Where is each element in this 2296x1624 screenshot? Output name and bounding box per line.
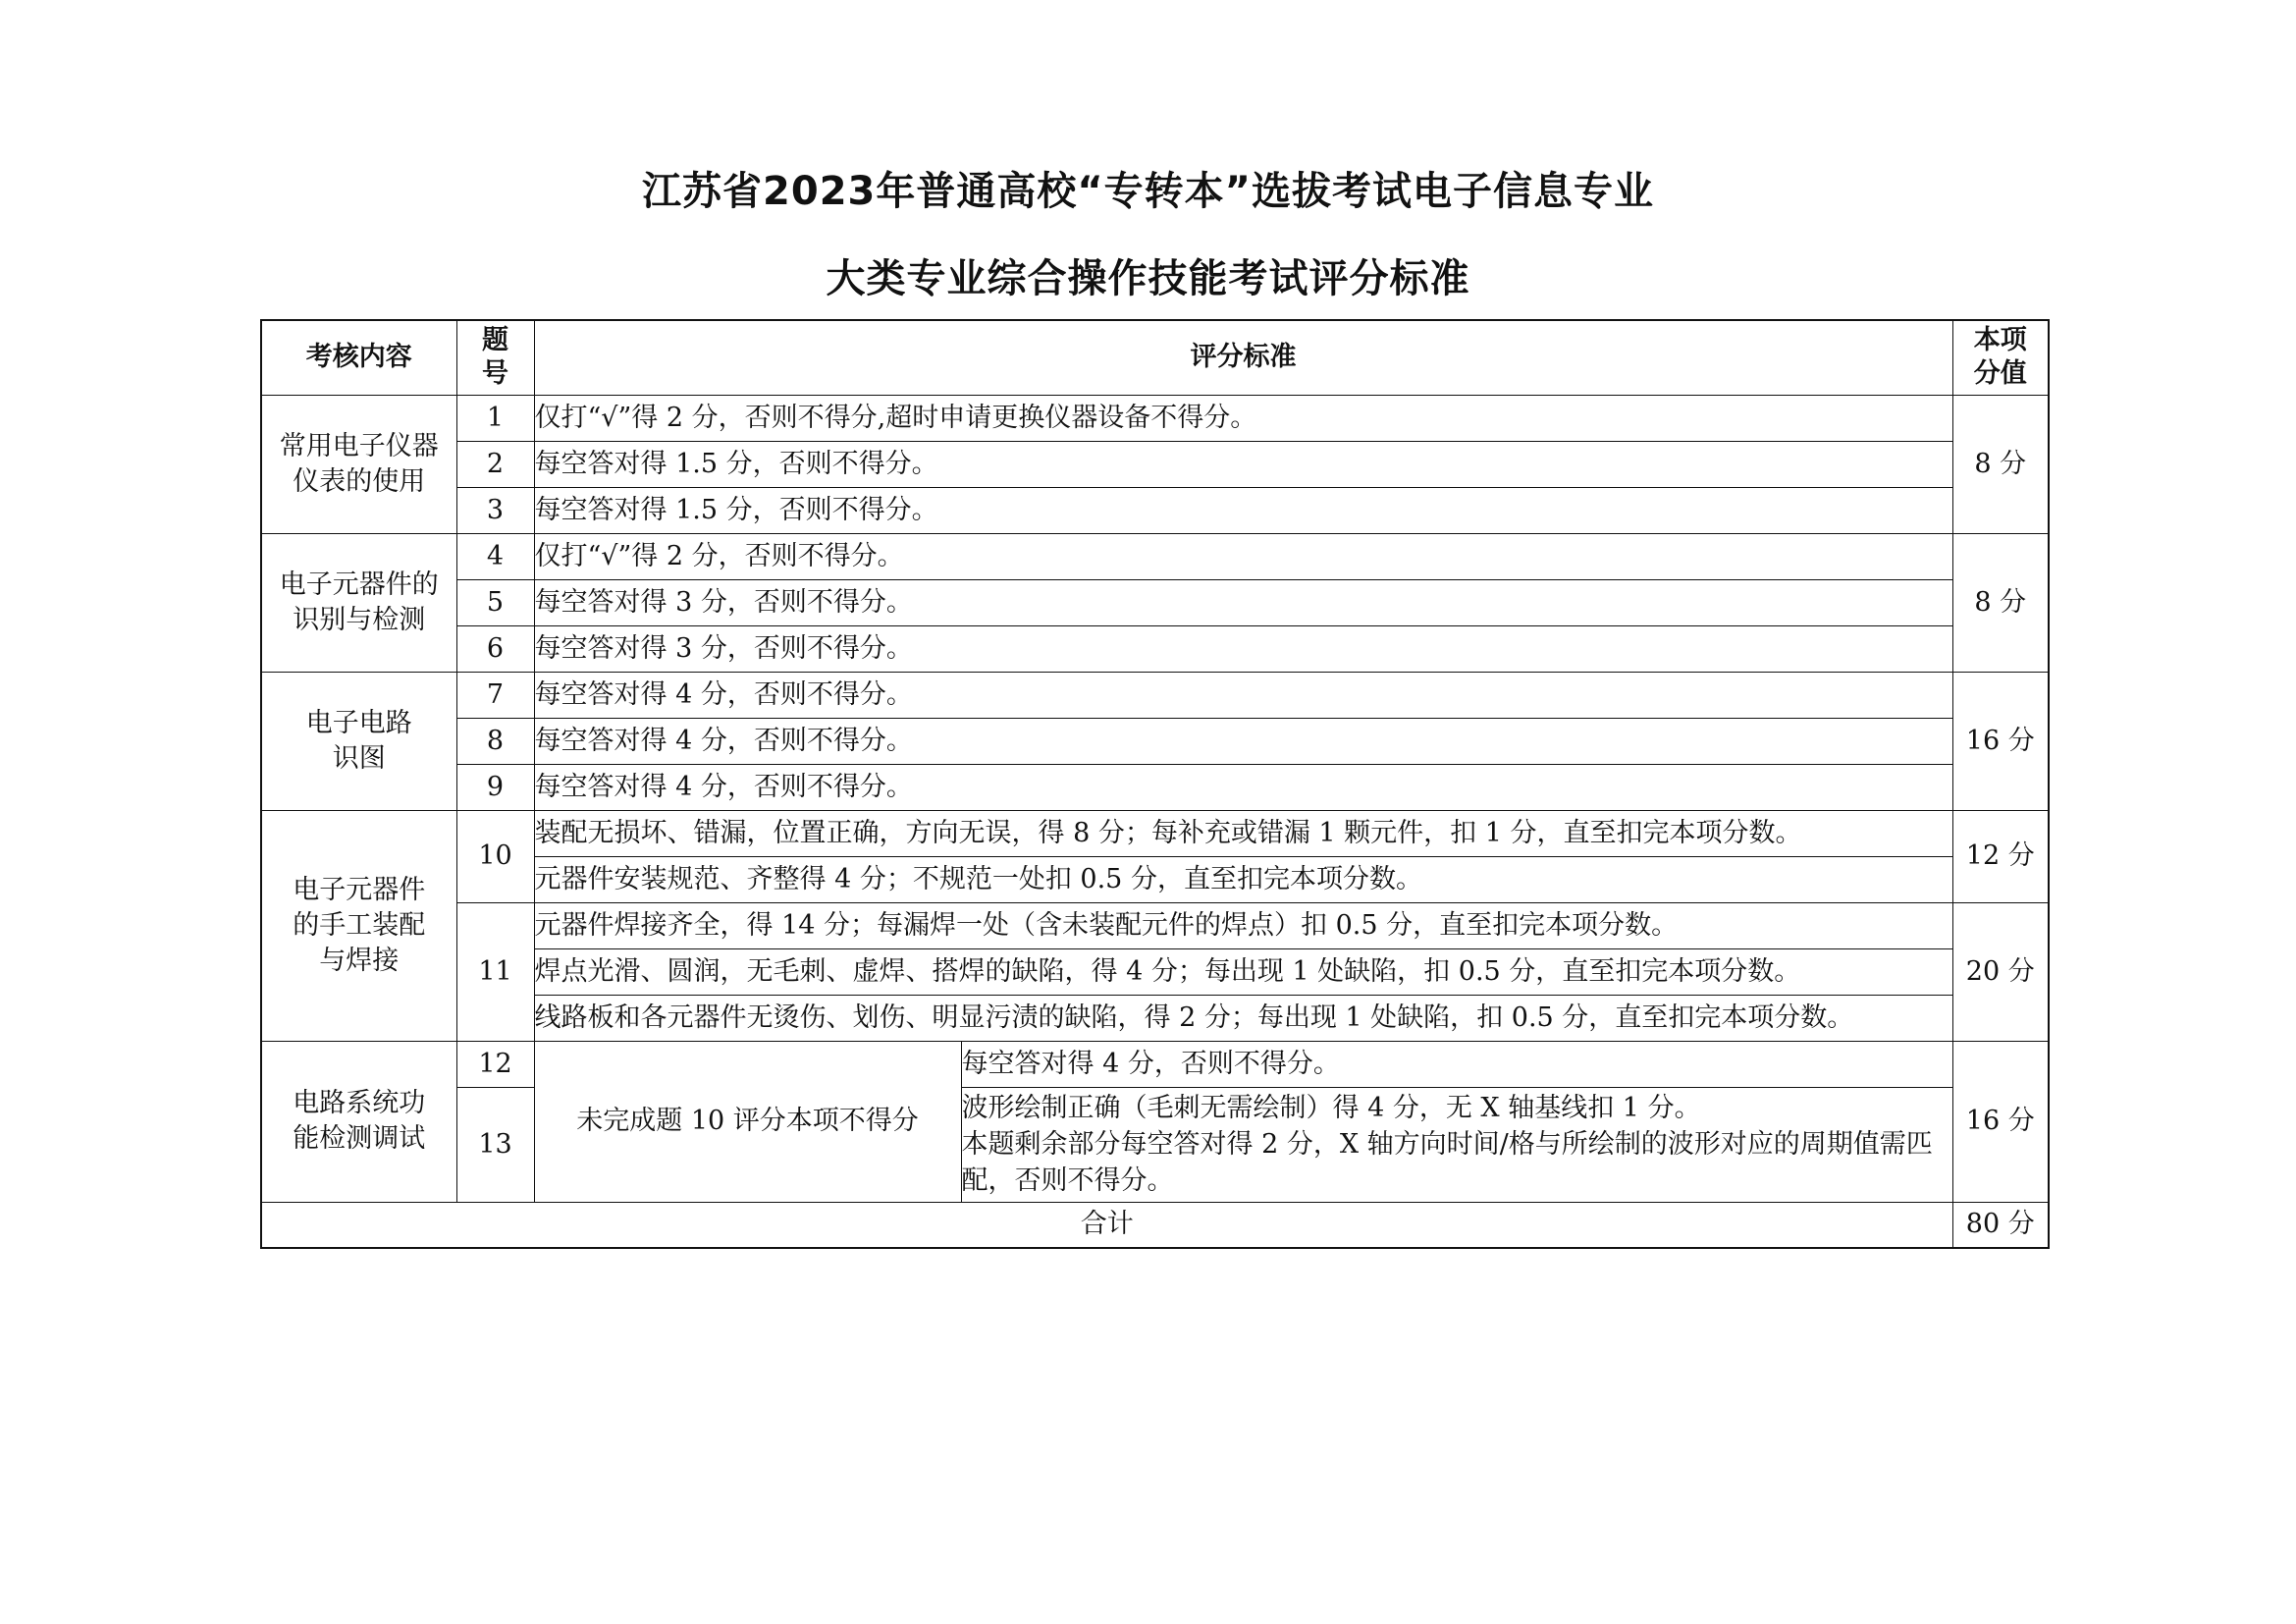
question-number: 6 [456, 625, 534, 672]
question-number: 12 [456, 1041, 534, 1087]
category-text: 仪表的使用 [293, 465, 426, 497]
category-text: 识图 [332, 742, 386, 774]
header-criteria: 评分标准 [534, 320, 1952, 395]
score-cell: 16 分 [1952, 672, 2049, 810]
header-num-line2: 号 [482, 358, 508, 390]
question-number: 13 [456, 1087, 534, 1202]
criteria-cell: 线路板和各元器件无烫伤、划伤、明显污渍的缺陷，得 2 分；每出现 1 处缺陷，扣 0.5 分，直至扣完本项分数。 [534, 995, 1952, 1041]
question-number: 3 [456, 487, 534, 533]
question-number: 8 [456, 718, 534, 764]
question-number: 7 [456, 672, 534, 718]
table-row [261, 1041, 2049, 1087]
header-score-line1: 本项 [1973, 325, 2027, 356]
criteria-cell [961, 1087, 1952, 1202]
header-content: 考核内容 [261, 320, 456, 395]
scoring-table [260, 319, 2050, 1249]
category-text: 能检测调试 [293, 1123, 426, 1154]
score-cell: 8 分 [1952, 533, 2049, 672]
criteria-cell: 仅打“√”得 2 分，否则不得分。 [534, 533, 1952, 579]
criteria-cell: 每空答对得 3 分，否则不得分。 [534, 625, 1952, 672]
table-row [261, 1087, 2049, 1202]
category-cell [261, 395, 456, 533]
total-score: 80 分 [1952, 1202, 2049, 1248]
table-row [261, 487, 2049, 533]
criteria-cell: 仅打“√”得 2 分，否则不得分,超时申请更换仪器设备不得分。 [534, 395, 1952, 441]
table-row [261, 672, 2049, 718]
table-header-row [261, 320, 2049, 395]
score-cell: 16 分 [1952, 1041, 2049, 1202]
criteria-cell: 每空答对得 1.5 分，否则不得分。 [534, 441, 1952, 487]
table-row [261, 625, 2049, 672]
criteria-cell: 每空答对得 4 分，否则不得分。 [534, 764, 1952, 810]
header-score [1952, 320, 2049, 395]
score-cell: 8 分 [1952, 395, 2049, 533]
criteria-text: 波形绘制正确（毛刺无需绘制）得 4 分，无 X 轴基线扣 1 分。 [961, 1093, 1701, 1123]
criteria-cell: 元器件安装规范、齐整得 4 分；不规范一处扣 0.5 分，直至扣完本项分数。 [534, 856, 1952, 902]
criteria-cell: 每空答对得 4 分，否则不得分。 [961, 1041, 1952, 1087]
score-cell: 20 分 [1952, 902, 2049, 1041]
criteria-cell: 元器件焊接齐全，得 14 分；每漏焊一处（含未装配元件的焊点）扣 0.5 分，直至扣完本项分数。 [534, 902, 1952, 948]
criteria-cell: 每空答对得 4 分，否则不得分。 [534, 672, 1952, 718]
criteria-cell: 每空答对得 4 分，否则不得分。 [534, 718, 1952, 764]
table-row [261, 395, 2049, 441]
table-row [261, 810, 2049, 856]
header-num-line1: 题 [482, 325, 508, 356]
header-score-line2: 分值 [1973, 358, 2027, 390]
criteria-cell: 每空答对得 1.5 分，否则不得分。 [534, 487, 1952, 533]
category-text: 电路系统功 [293, 1088, 426, 1118]
table-row [261, 764, 2049, 810]
category-text: 电子电路 [305, 707, 412, 738]
total-row [261, 1202, 2049, 1248]
score-cell: 12 分 [1952, 810, 2049, 902]
category-text: 与焊接 [319, 945, 400, 976]
question-number: 5 [456, 579, 534, 625]
category-cell [261, 533, 456, 672]
question-number: 11 [456, 902, 534, 1041]
category-text: 电子元器件 [293, 874, 426, 905]
category-text: 常用电子仪器 [279, 430, 439, 461]
table-row [261, 718, 2049, 764]
question-number: 2 [456, 441, 534, 487]
category-text: 电子元器件的 [279, 568, 439, 600]
category-cell [261, 672, 456, 810]
criteria-text: 本题剩余部分每空答对得 2 分，X 轴方向时间/格与所绘制的波形对应的周期值需匹配，否则不得分。 [961, 1129, 1933, 1196]
condition-cell: 未完成题 10 评分本项不得分 [534, 1041, 961, 1202]
table-row [261, 533, 2049, 579]
category-cell [261, 810, 456, 1041]
question-number: 9 [456, 764, 534, 810]
question-number: 1 [456, 395, 534, 441]
total-label: 合计 [261, 1202, 1952, 1248]
category-text: 的手工装配 [293, 909, 426, 941]
question-number: 10 [456, 810, 534, 902]
table-row [261, 441, 2049, 487]
category-text: 识别与检测 [293, 604, 426, 635]
criteria-cell: 焊点光滑、圆润，无毛刺、虚焊、搭焊的缺陷，得 4 分；每出现 1 处缺陷，扣 0.5 分，直至扣完本项分数。 [534, 948, 1952, 995]
header-question-number [456, 320, 534, 395]
document-title-line2: 大类专业综合操作技能考试评分标准 [826, 256, 1470, 301]
criteria-cell: 装配无损坏、错漏，位置正确，方向无误，得 8 分；每补充或错漏 1 颗元件，扣 1 分，直至扣完本项分数。 [534, 810, 1952, 856]
criteria-cell: 每空答对得 3 分，否则不得分。 [534, 579, 1952, 625]
document-title-line1: 江苏省2023年普通高校“专转本”选拔考试电子信息专业 [642, 169, 1654, 214]
table-row [261, 579, 2049, 625]
category-cell [261, 1041, 456, 1202]
table-row [261, 902, 2049, 948]
question-number: 4 [456, 533, 534, 579]
